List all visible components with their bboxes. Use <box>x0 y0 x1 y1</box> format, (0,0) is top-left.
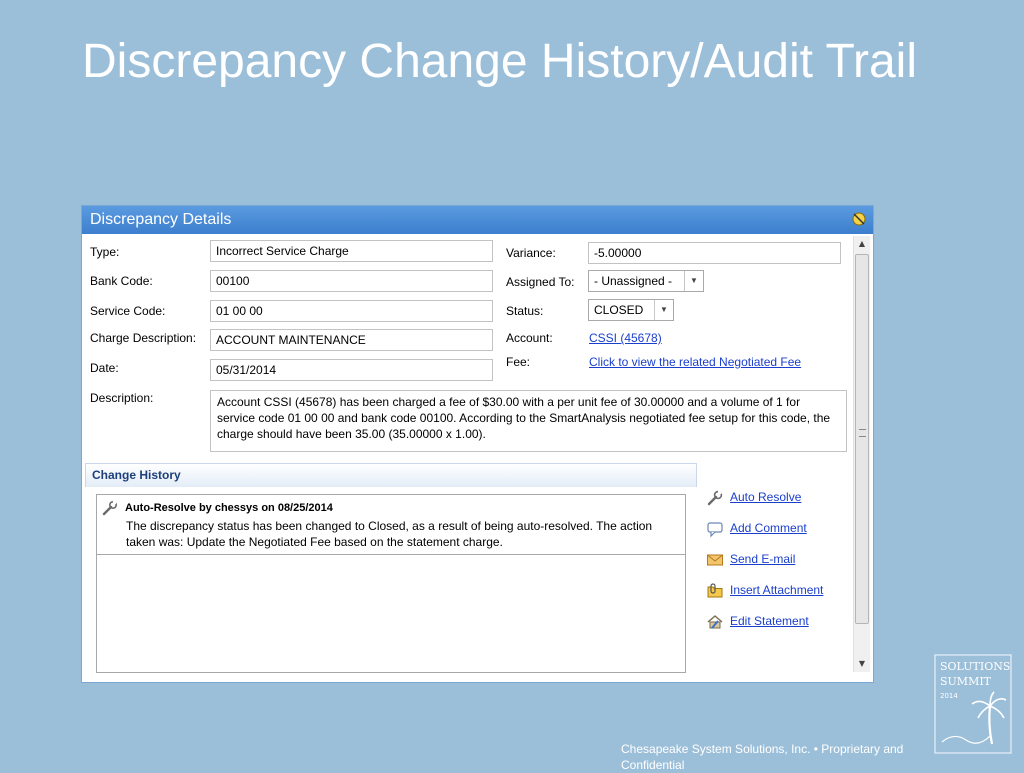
assigned-to-value: - Unassigned - <box>594 274 673 288</box>
add-comment-link[interactable]: Add Comment <box>730 521 807 535</box>
description-field[interactable]: Account CSSI (45678) has been charged a fee of $30.00 with a per unit fee of 30.00000 and a volume of 1 for service code 01 00 00 and bank code 00100. According to the SmartAnalysis negotiated fee setup for this code, the charge should have been 35.00 (35.00000 x 1.00). <box>210 390 847 452</box>
assigned-to-select[interactable] <box>588 270 704 292</box>
history-entry-body: The discrepancy status has been changed to Closed, as a result of being auto-resolved. The action taken was: Update the Negotiated Fee based on the statement charge. <box>126 519 653 549</box>
grip-icon <box>859 429 866 437</box>
account-link[interactable]: CSSI (45678) <box>589 331 662 345</box>
account-label: Account: <box>506 331 553 345</box>
type-field[interactable]: Incorrect Service Charge <box>210 240 493 262</box>
service-code-field[interactable]: 01 00 00 <box>210 300 493 322</box>
attachment-icon <box>706 582 724 600</box>
send-email-link[interactable]: Send E-mail <box>730 552 796 566</box>
edit-statement-icon <box>706 613 724 631</box>
fee-label: Fee: <box>506 355 531 369</box>
type-label: Type: <box>90 245 120 259</box>
pin-icon[interactable] <box>851 211 867 227</box>
edit-statement-link[interactable]: Edit Statement <box>730 614 809 628</box>
svg-text:2014: 2014 <box>940 692 958 700</box>
assigned-to-label: Assigned To: <box>506 275 575 289</box>
status-label: Status: <box>506 304 544 318</box>
footer-text: Chesapeake System Solutions, Inc. • Proprietary and Confidential <box>621 742 904 772</box>
service-code-label: Service Code: <box>90 304 166 318</box>
status-select[interactable] <box>588 299 674 321</box>
status-value: CLOSED <box>594 303 644 317</box>
slide-title: Discrepancy Change History/Audit Trail <box>82 35 918 88</box>
auto-resolve-link[interactable]: Auto Resolve <box>730 490 802 504</box>
discrepancy-details-panel <box>81 205 874 683</box>
scroll-down-icon[interactable]: ▼ <box>858 659 866 668</box>
date-field[interactable]: 05/31/2014 <box>210 359 493 381</box>
solutions-summit-logo <box>934 654 1012 754</box>
comment-icon <box>706 520 724 538</box>
svg-text:SUMMIT: SUMMIT <box>940 675 992 688</box>
date-label: Date: <box>90 361 119 375</box>
bank-code-label: Bank Code: <box>90 274 153 288</box>
panel-header: Discrepancy Details <box>82 206 873 234</box>
scroll-up-icon[interactable]: ▲ <box>858 239 866 248</box>
wrench-icon <box>102 500 118 516</box>
dropdown-arrow-icon[interactable]: ▼ <box>654 300 673 320</box>
svg-text:SOLUTIONS: SOLUTIONS <box>940 660 1011 673</box>
history-entry-title: Auto-Resolve by chessys on 08/25/2014 <box>125 502 333 514</box>
charge-description-field[interactable]: ACCOUNT MAINTENANCE <box>210 329 493 351</box>
dropdown-arrow-icon[interactable]: ▼ <box>684 271 703 291</box>
variance-label: Variance: <box>506 246 556 260</box>
variance-field[interactable]: -5.00000 <box>588 242 841 264</box>
description-label: Description: <box>90 391 154 405</box>
wrench-icon <box>706 489 724 507</box>
scrollbar-thumb[interactable] <box>855 254 869 624</box>
charge-description-label: Charge Description: <box>90 331 197 345</box>
insert-attachment-link[interactable]: Insert Attachment <box>730 583 824 597</box>
change-history-list <box>96 494 686 673</box>
bank-code-field[interactable]: 00100 <box>210 270 493 292</box>
history-entry <box>97 495 685 555</box>
envelope-icon <box>706 551 724 569</box>
vertical-scrollbar[interactable] <box>853 236 870 672</box>
change-history-tab[interactable]: Change History <box>85 463 697 487</box>
negotiated-fee-link[interactable]: Click to view the related Negotiated Fee <box>589 355 802 369</box>
